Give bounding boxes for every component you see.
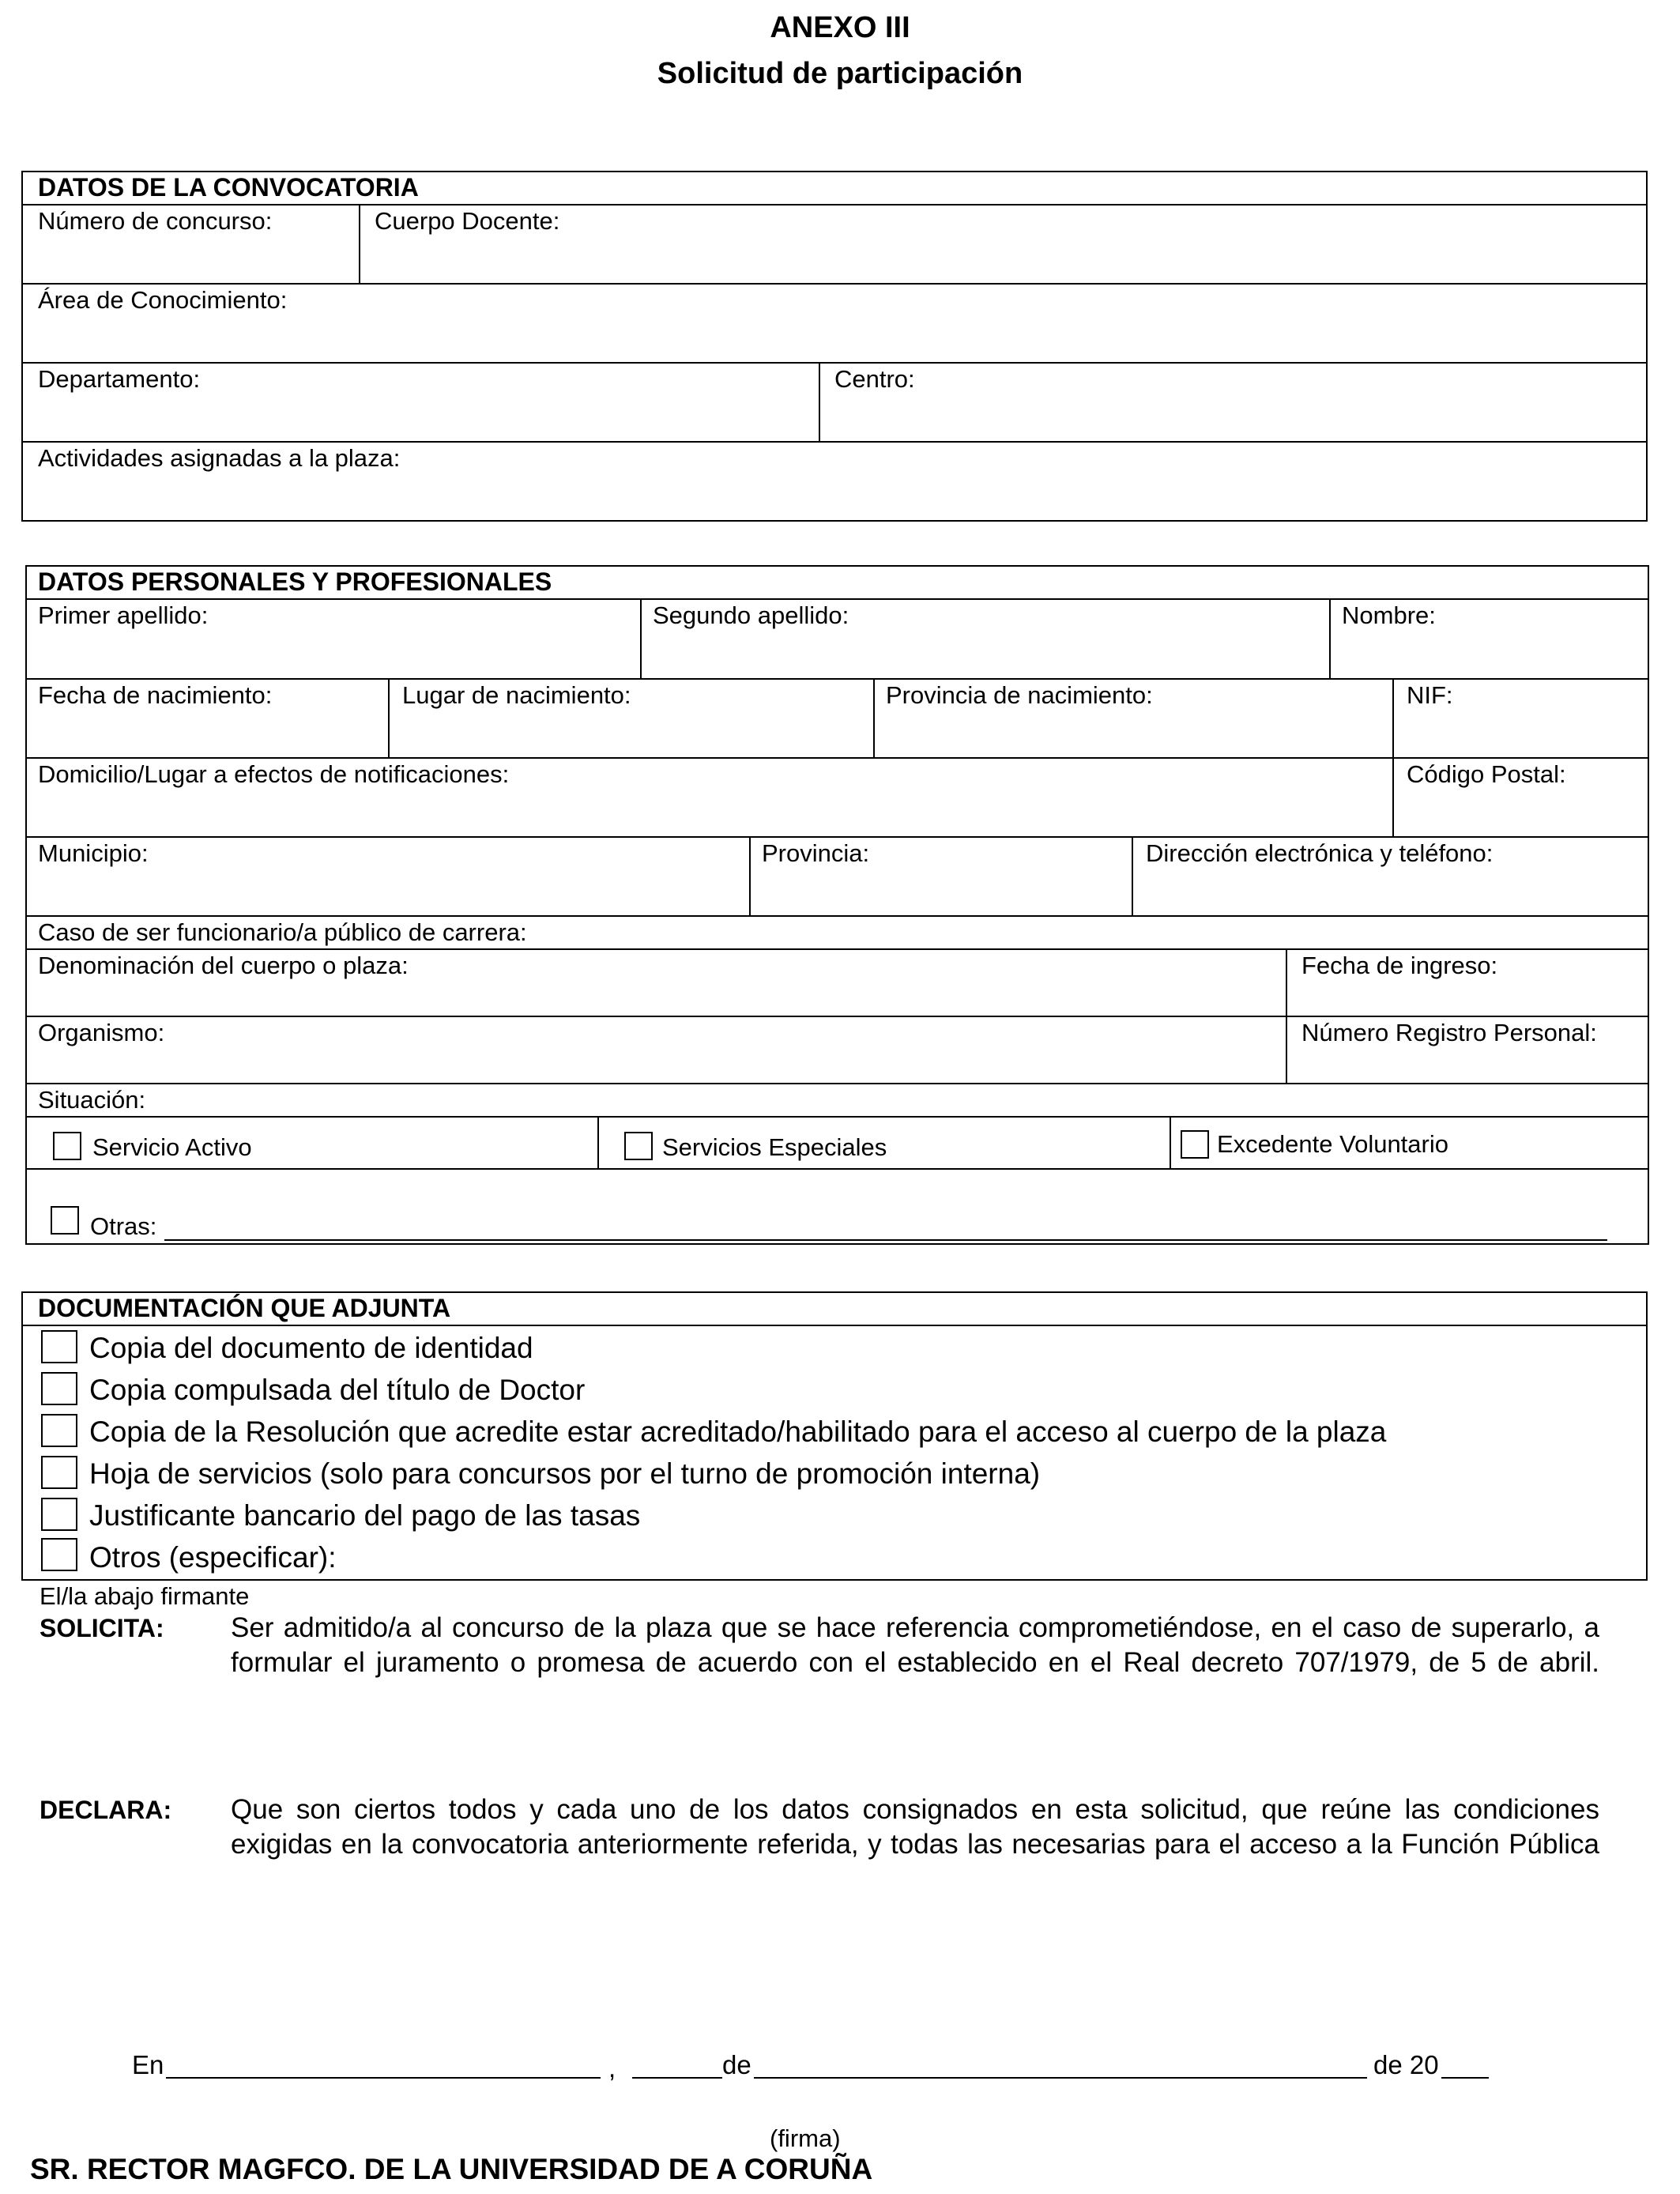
lugar-input-line[interactable] [166, 2077, 601, 2079]
divider [359, 204, 360, 283]
actividades-field[interactable]: Actividades asignadas a la plaza: [38, 444, 401, 472]
form-subtitle: Solicitud de participación [657, 57, 1023, 90]
servicios-especiales-checkbox[interactable] [624, 1132, 653, 1160]
servicio-activo-checkbox[interactable] [53, 1132, 81, 1160]
divider [25, 1116, 1649, 1118]
comma-separator: , [608, 2053, 616, 2083]
situacion-label: Situación: [38, 1086, 146, 1114]
divider [25, 1083, 1649, 1084]
destinatario: SR. RECTOR MAGFCO. DE LA UNIVERSIDAD DE A CORUÑA [30, 2153, 873, 2185]
divider [25, 757, 1649, 759]
divider [21, 441, 1648, 443]
solicita-text: Ser admitido/a al concurso de la plaza que se hace referencia comprometiéndose, en el caso de superarlo, a formular el juramento o promesa de acuerdo con el establecido en el Real decreto 707/1979, de 5 de abril. [231, 1612, 1599, 1678]
divider [1392, 757, 1394, 836]
servicios-especiales-label: Servicios Especiales [662, 1133, 887, 1161]
firmante-label: El/la abajo firmante [40, 1582, 250, 1610]
nombre-field[interactable]: Nombre: [1342, 601, 1436, 629]
excedente-voluntario-checkbox[interactable] [1181, 1130, 1209, 1159]
anio-input-line[interactable] [1441, 2077, 1489, 2079]
hoja-servicios-label: Hoja de servicios (solo para concursos por el turno de promoción interna) [89, 1457, 1041, 1490]
divider [25, 1168, 1649, 1170]
documentacion-heading: DOCUMENTACIÓN QUE ADJUNTA [38, 1294, 451, 1322]
organismo-field[interactable]: Organismo: [38, 1019, 165, 1046]
lugar-nacimiento-field[interactable]: Lugar de nacimiento: [402, 681, 631, 709]
divider [25, 1016, 1649, 1017]
divider [25, 678, 1649, 680]
excedente-voluntario-label: Excedente Voluntario [1217, 1130, 1448, 1158]
de20-label: de 20 [1373, 2050, 1439, 2079]
municipio-field[interactable]: Municipio: [38, 839, 149, 867]
divider [1392, 678, 1394, 757]
otros-checkbox[interactable] [41, 1538, 77, 1571]
departamento-field[interactable]: Departamento: [38, 365, 201, 393]
declara-text: Que son ciertos todos y cada uno de los datos consignados en esta solicitud, que reúne las condiciones exigidas en la convocatoria anteriormente referida, y todas las necesarias para el acceso a la Función Pública [231, 1794, 1599, 1860]
annex-title: ANEXO III [770, 11, 910, 44]
resolucion-label: Copia de la Resolución que acredite estar acreditado/habilitado para el acceso al cuerpo de la plaza [89, 1416, 1387, 1448]
justificante-label: Justificante bancario del pago de las tasas [89, 1499, 641, 1532]
hoja-servicios-checkbox[interactable] [41, 1456, 77, 1489]
divider [21, 1325, 1648, 1326]
divider [21, 362, 1648, 364]
divider [1132, 836, 1133, 915]
divider [25, 948, 1649, 950]
numero-concurso-field[interactable]: Número de concurso: [38, 207, 273, 235]
divider [1286, 948, 1287, 1083]
nif-field[interactable]: NIF: [1407, 681, 1453, 709]
domicilio-field[interactable]: Domicilio/Lugar a efectos de notificaciones: [38, 760, 510, 788]
otras-input-line[interactable] [164, 1239, 1607, 1241]
doc-identidad-checkbox[interactable] [41, 1330, 77, 1363]
divider [21, 283, 1648, 285]
area-conocimiento-field[interactable]: Área de Conocimiento: [38, 286, 288, 314]
otros-label: Otros (especificar): [89, 1541, 337, 1574]
de-label: de [722, 2050, 751, 2079]
personales-heading: DATOS PERSONALES Y PROFESIONALES [38, 567, 552, 596]
denominacion-field[interactable]: Denominación del cuerpo o plaza: [38, 952, 409, 979]
dia-input-line[interactable] [632, 2077, 722, 2079]
provincia-field[interactable]: Provincia: [762, 839, 870, 867]
divider [25, 915, 1649, 917]
otras-label: Otras: [90, 1212, 157, 1240]
codigo-postal-field[interactable]: Código Postal: [1407, 760, 1566, 788]
servicio-activo-label: Servicio Activo [92, 1133, 252, 1161]
primer-apellido-field[interactable]: Primer apellido: [38, 601, 209, 629]
resolucion-checkbox[interactable] [41, 1414, 77, 1447]
divider [21, 204, 1648, 205]
firma-label: (firma) [770, 2124, 841, 2152]
divider [1170, 1116, 1171, 1168]
segundo-apellido-field[interactable]: Segundo apellido: [653, 601, 849, 629]
cuerpo-docente-field[interactable]: Cuerpo Docente: [375, 207, 560, 235]
solicita-label: SOLICITA: [40, 1614, 164, 1642]
divider [25, 836, 1649, 838]
declara-label: DECLARA: [40, 1796, 172, 1824]
centro-field[interactable]: Centro: [834, 365, 915, 393]
divider [25, 598, 1649, 600]
direccion-electronica-field[interactable]: Dirección electrónica y teléfono: [1146, 839, 1494, 867]
otras-checkbox[interactable] [51, 1206, 79, 1235]
divider [597, 1116, 599, 1168]
divider [873, 678, 875, 757]
convocatoria-heading: DATOS DE LA CONVOCATORIA [38, 173, 419, 202]
fecha-nacimiento-field[interactable]: Fecha de nacimiento: [38, 681, 273, 709]
divider [640, 598, 642, 678]
divider [388, 678, 390, 757]
titulo-doctor-checkbox[interactable] [41, 1372, 77, 1405]
divider [1329, 598, 1331, 678]
en-label: En [132, 2050, 164, 2079]
provincia-nacimiento-field[interactable]: Provincia de nacimiento: [886, 681, 1153, 709]
mes-input-line[interactable] [754, 2077, 1367, 2079]
numero-registro-field[interactable]: Número Registro Personal: [1301, 1019, 1597, 1046]
divider [819, 362, 820, 441]
caso-funcionario-label: Caso de ser funcionario/a público de carrera: [38, 918, 527, 946]
doc-identidad-label: Copia del documento de identidad [89, 1332, 533, 1364]
justificante-checkbox[interactable] [41, 1498, 77, 1531]
titulo-doctor-label: Copia compulsada del título de Doctor [89, 1374, 586, 1406]
fecha-ingreso-field[interactable]: Fecha de ingreso: [1301, 952, 1498, 979]
divider [749, 836, 751, 915]
